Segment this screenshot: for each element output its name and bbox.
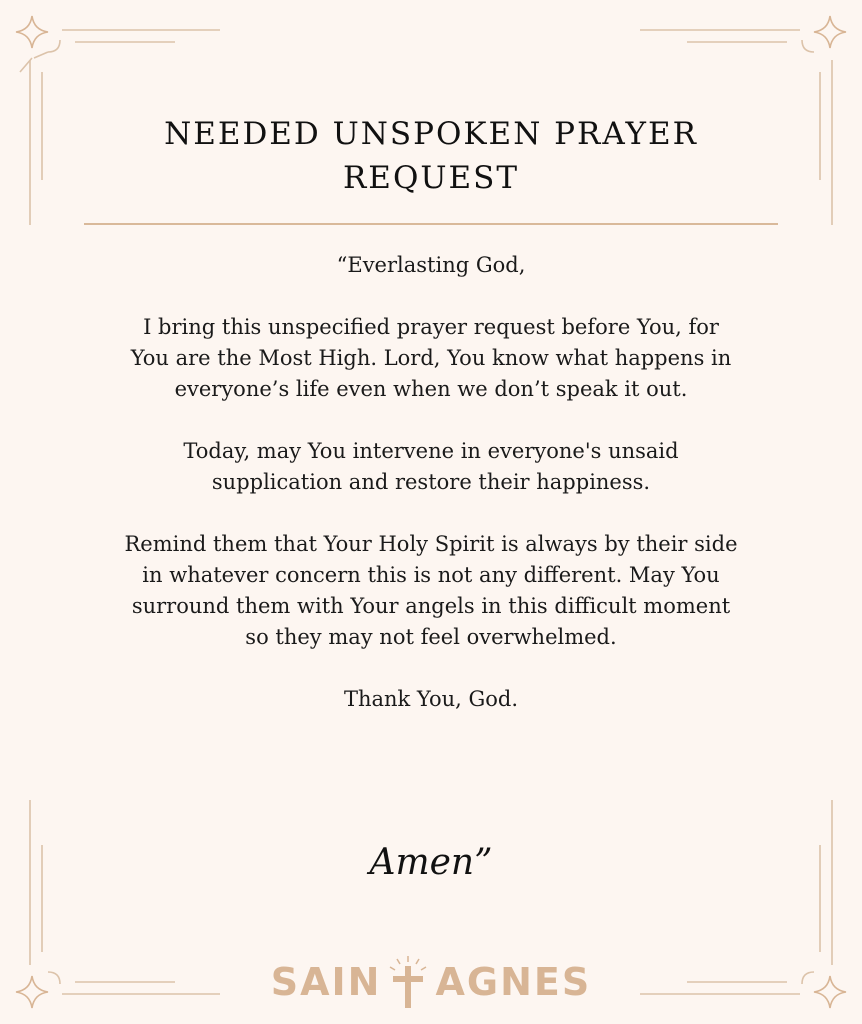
title-divider [84,223,778,225]
page-title [80,112,782,200]
star-icon [16,16,48,48]
prayer-greeting: “Everlasting God, [336,253,526,277]
title-line-1: NEEDED UNSPOKEN PRAYER [164,116,698,152]
brand-name-right: AGNES [435,960,592,1004]
prayer-body [70,250,792,746]
star-icon [814,16,846,48]
brand-name-left: SAIN [270,960,382,1004]
prayer-paragraph-1: I bring this unspecified prayer request before You, for You are the Most High. Lord, You know what happens in everyone’s life even when we don’t speak it out. [130,315,732,401]
prayer-paragraph-2: Today, may You intervene in everyone's unsaid supplication and restore their happiness. [183,439,679,494]
title-line-2: REQUEST [342,160,520,196]
prayer-paragraph-3: Remind them that Your Holy Spirit is always by their side in whatever concern this is not any different. May You surround them with Your angels in this difficult moment so they may not feel overwhelmed. [124,532,738,649]
brand-logo [0,954,862,1010]
prayer-amen: Amen” [369,842,493,883]
prayer-closing: Thank You, God. [343,687,519,711]
cross-icon [385,954,431,1010]
